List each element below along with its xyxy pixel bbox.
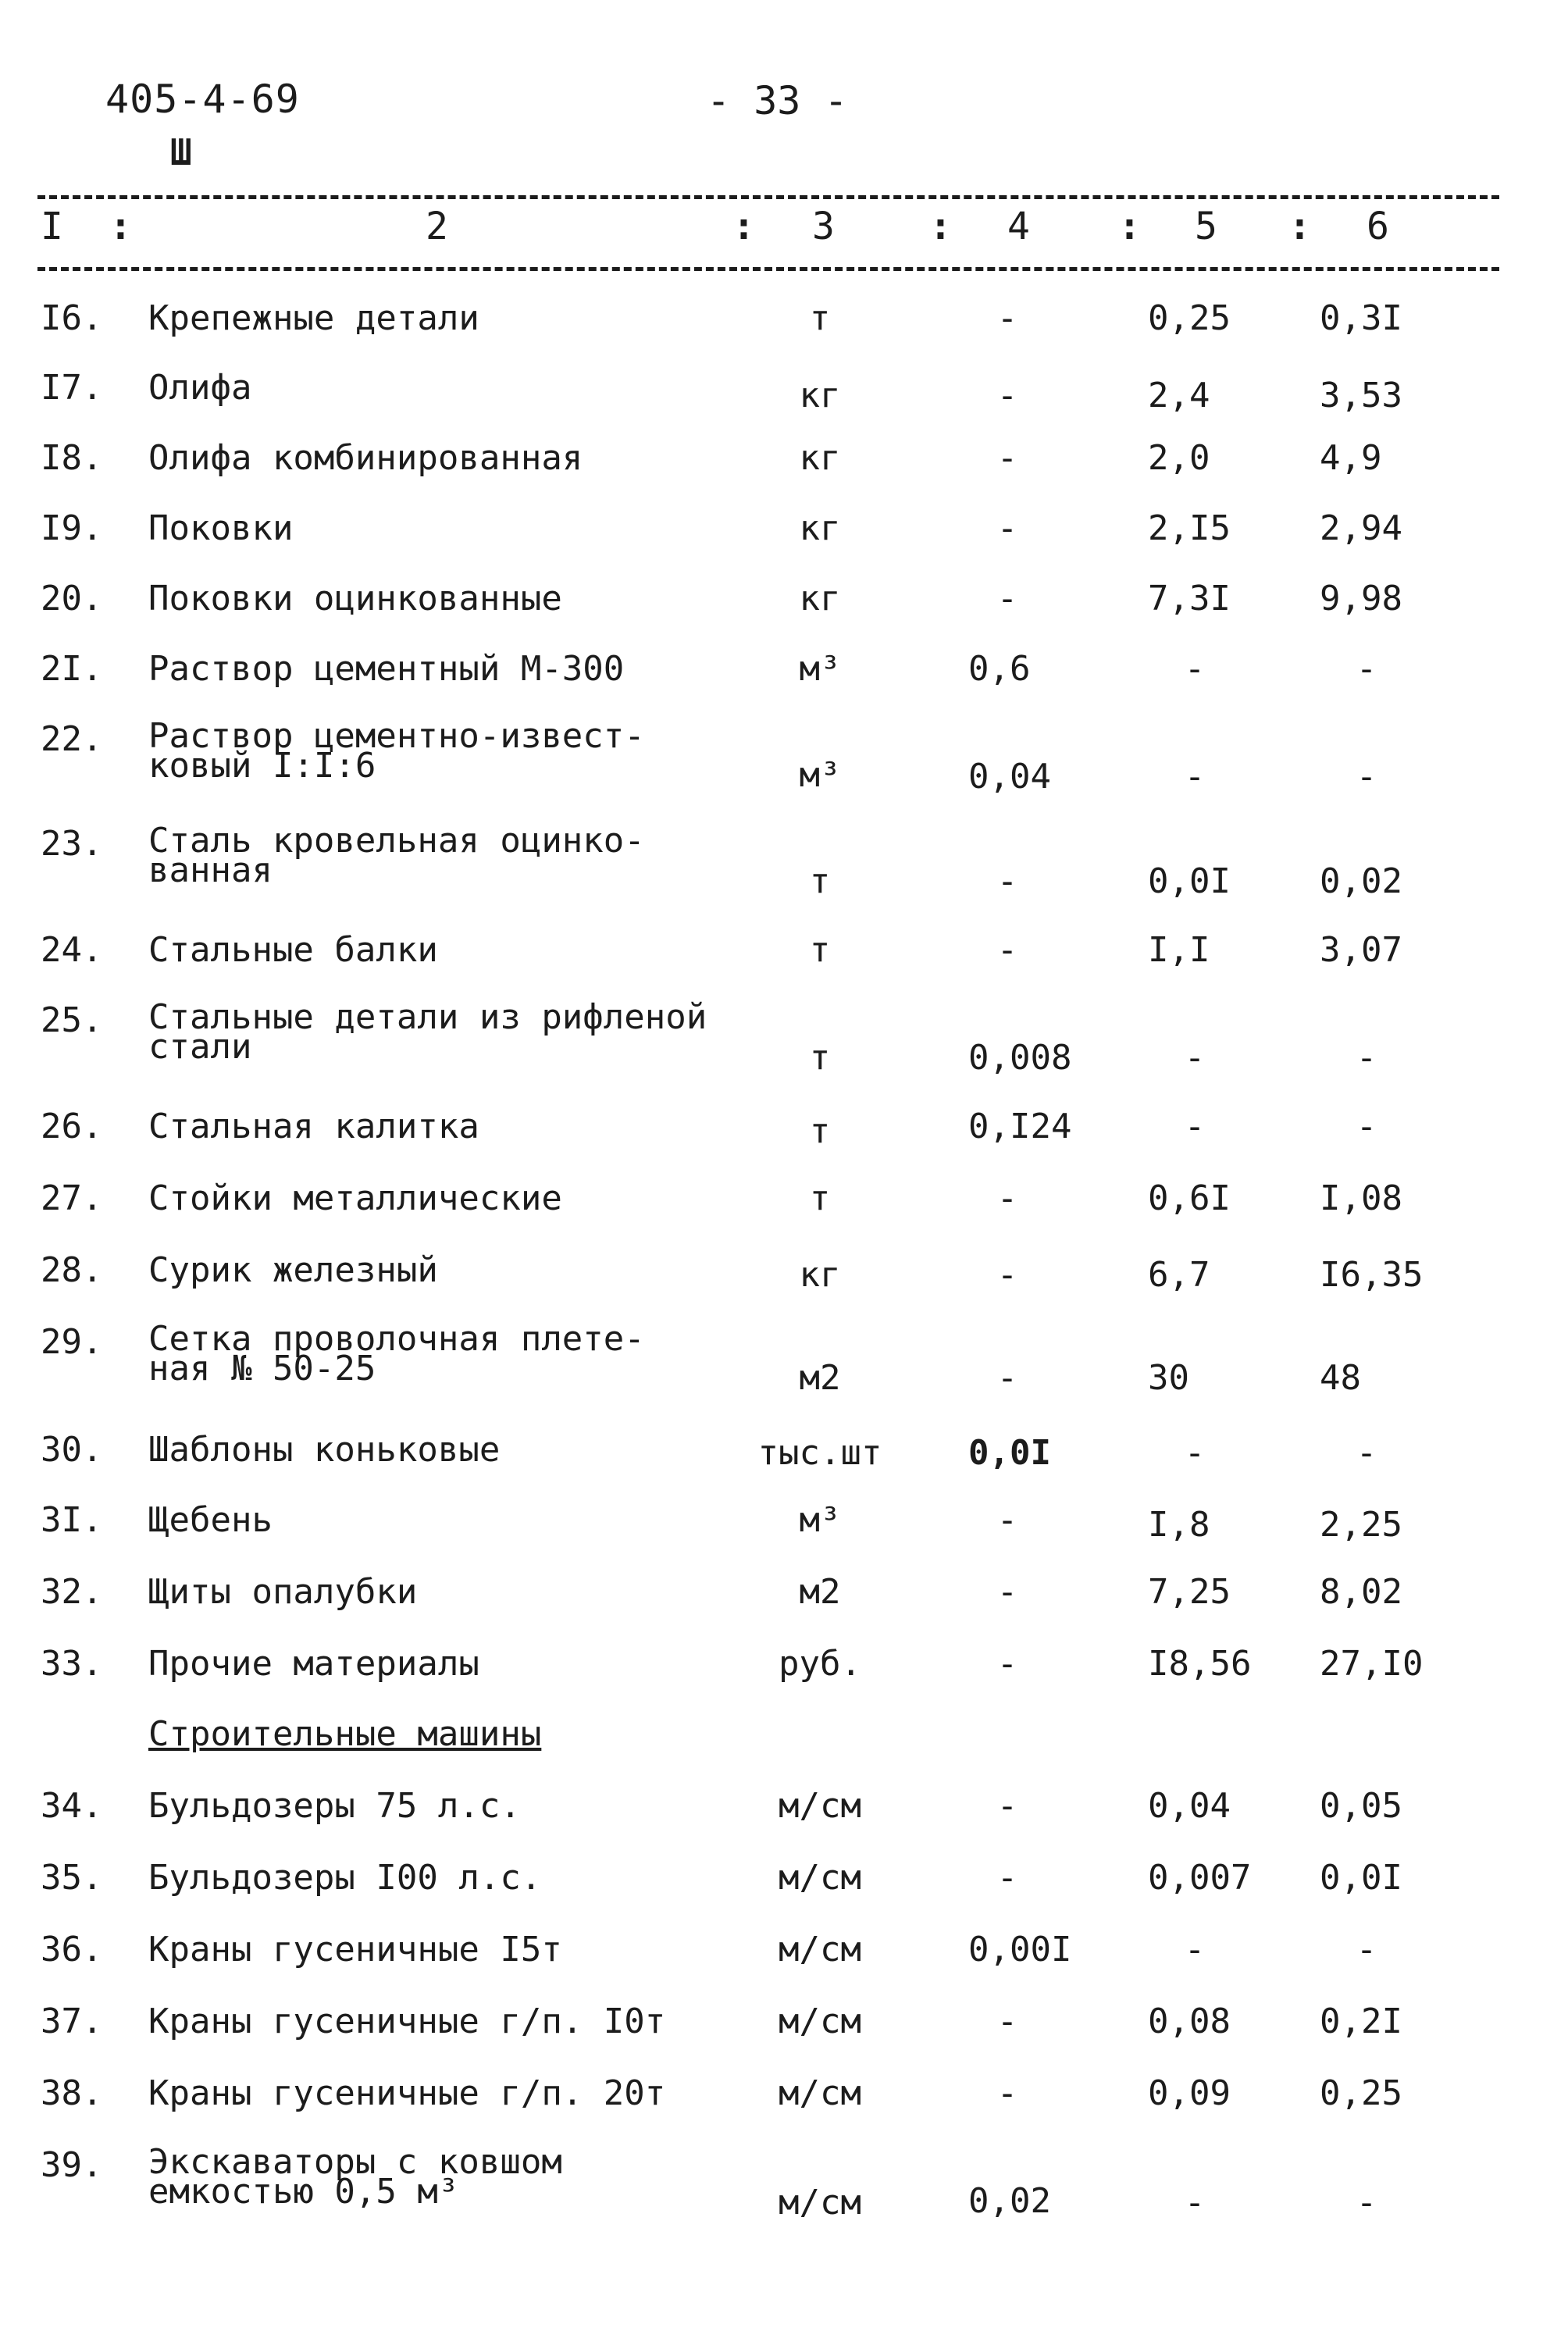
row-name: Шаблоны коньковые: [148, 1430, 501, 1470]
row-col5: -: [1184, 1107, 1206, 1146]
column-header-4: 4: [1007, 205, 1030, 248]
row-col6: 0,2I: [1320, 2002, 1402, 2041]
row-number: 23.: [41, 824, 103, 864]
row-col4: -: [996, 298, 1018, 338]
column-header-row: [0, 205, 1568, 259]
row-col6: 2,25: [1320, 1505, 1402, 1545]
page-number: - 33 -: [707, 78, 848, 123]
row-col4: 0,00I: [968, 1930, 1072, 1969]
row-unit: м³: [799, 1500, 841, 1540]
row-unit: руб.: [779, 1644, 861, 1684]
row-col5: 0,6I: [1148, 1178, 1231, 1218]
row-number: 25.: [41, 1000, 103, 1040]
row-name: Стальные детали из рифленой стали: [148, 997, 707, 1067]
row-name: Краны гусеничные г/п. 20т: [148, 2073, 666, 2113]
row-col4: -: [996, 1786, 1018, 1826]
row-name: Прочие материалы: [148, 1644, 479, 1684]
row-col6: -: [1356, 1930, 1377, 1969]
row-col5: -: [1184, 1038, 1206, 1078]
row-unit: м/см: [779, 1858, 861, 1898]
row-name: Олифа комбинированная: [148, 438, 583, 478]
row-col5: 0,09: [1148, 2073, 1231, 2113]
document-subsection: Ш: [170, 131, 192, 173]
column-header-5: 5: [1195, 205, 1217, 248]
row-name: Олифа: [148, 368, 252, 408]
column-header-3: 3: [812, 205, 835, 248]
row-unit: кг: [799, 508, 841, 548]
row-name: Сурик железный: [148, 1250, 438, 1290]
row-name: Раствор цементный М-300: [148, 649, 625, 689]
row-col4: -: [996, 438, 1018, 478]
row-col5: -: [1184, 1930, 1206, 1969]
row-number: 20.: [41, 579, 103, 618]
row-col5: -: [1184, 1433, 1206, 1473]
row-col5: 2,4: [1148, 376, 1210, 415]
row-col4: 0,008: [968, 1038, 1072, 1078]
row-number: 30.: [41, 1430, 103, 1470]
row-col4: -: [996, 1572, 1018, 1612]
row-number: I6.: [41, 298, 103, 338]
row-col5: -: [1184, 757, 1206, 797]
row-name: Сетка проволочная плете- ная № 50-25: [148, 1319, 645, 1388]
row-col4: 0,0I: [968, 1433, 1051, 1473]
row-col6: 48: [1320, 1358, 1361, 1398]
row-col4: -: [996, 579, 1018, 618]
row-col5: 2,I5: [1148, 508, 1231, 548]
row-col6: -: [1356, 1038, 1377, 1078]
row-unit: кг: [799, 438, 841, 478]
row-col4: 0,I24: [968, 1107, 1072, 1146]
column-header-2: 2: [426, 205, 448, 248]
row-col4: -: [996, 1178, 1018, 1218]
row-number: 3I.: [41, 1500, 103, 1540]
row-col5: 0,25: [1148, 298, 1231, 338]
row-col4: -: [996, 1255, 1018, 1295]
row-col4: -: [996, 1644, 1018, 1684]
row-name: Стальная калитка: [148, 1107, 479, 1146]
row-col6: 27,I0: [1320, 1644, 1424, 1684]
row-name: Поковки: [148, 508, 294, 548]
row-col6: 3,07: [1320, 930, 1402, 970]
row-number: 32.: [41, 1572, 103, 1612]
row-col5: 6,7: [1148, 1255, 1210, 1295]
row-unit: т: [809, 1178, 831, 1218]
row-unit: т: [809, 298, 831, 338]
row-col5: I,I: [1148, 930, 1210, 970]
row-unit: т: [809, 930, 831, 970]
row-unit: м³: [799, 755, 841, 795]
row-unit: м/см: [779, 1786, 861, 1826]
row-col4: -: [996, 1858, 1018, 1898]
row-unit: м2: [799, 1572, 841, 1612]
row-number: 2I.: [41, 649, 103, 689]
row-number: 34.: [41, 1786, 103, 1826]
row-name: Стальные балки: [148, 930, 438, 970]
row-number: 36.: [41, 1930, 103, 1969]
section-title: Строительные машины: [148, 1714, 542, 1754]
row-col6: -: [1356, 649, 1377, 689]
row-col6: 4,9: [1320, 438, 1382, 478]
row-number: 37.: [41, 2002, 103, 2041]
row-col5: 0,04: [1148, 1786, 1231, 1826]
row-col4: -: [996, 930, 1018, 970]
header-dashed-rule: [37, 267, 1499, 271]
column-separator: :: [732, 205, 755, 248]
row-col4: 0,6: [968, 649, 1031, 689]
row-unit: т: [809, 1038, 831, 1078]
row-col5: 30: [1148, 1358, 1189, 1398]
row-name: Щиты опалубки: [148, 1572, 418, 1612]
row-number: I9.: [41, 508, 103, 548]
row-name: Щебень: [148, 1500, 273, 1540]
row-unit: кг: [799, 1255, 841, 1295]
row-number: 29.: [41, 1322, 103, 1362]
row-name: Сталь кровельная оцинко- ванная: [148, 821, 645, 890]
row-col5: -: [1184, 2183, 1206, 2223]
row-unit: т: [809, 1111, 831, 1151]
row-col5: 7,3I: [1148, 579, 1231, 618]
row-col6: 0,05: [1320, 1786, 1402, 1826]
row-col5: 2,0: [1148, 438, 1210, 478]
row-name: Краны гусеничные г/п. I0т: [148, 2002, 666, 2041]
top-dashed-rule: [37, 195, 1499, 199]
column-header-6: 6: [1367, 205, 1389, 248]
row-unit: м2: [799, 1358, 841, 1398]
column-separator: :: [109, 205, 132, 248]
row-col6: 0,25: [1320, 2073, 1402, 2113]
row-unit: м/см: [779, 2183, 861, 2223]
row-col4: -: [996, 2002, 1018, 2041]
row-col4: -: [996, 1358, 1018, 1398]
row-col5: -: [1184, 649, 1206, 689]
row-col6: -: [1356, 1107, 1377, 1146]
row-col6: I,08: [1320, 1178, 1402, 1218]
row-col6: 3,53: [1320, 376, 1402, 415]
row-col4: -: [996, 2073, 1018, 2113]
row-col6: -: [1356, 757, 1377, 797]
row-name: Стойки металлические: [148, 1178, 562, 1218]
row-unit: м/см: [779, 1930, 861, 1969]
row-name: Краны гусеничные I5т: [148, 1930, 562, 1969]
row-number: 38.: [41, 2073, 103, 2113]
row-number: I7.: [41, 368, 103, 408]
row-col5: 0,007: [1148, 1858, 1252, 1898]
row-unit: м³: [799, 649, 841, 689]
row-name: Экскаваторы с ковшом емкостью 0,5 м³: [148, 2142, 562, 2212]
row-name: Крепежные детали: [148, 298, 479, 338]
row-col6: 2,94: [1320, 508, 1402, 548]
row-col5: 7,25: [1148, 1572, 1231, 1612]
row-col5: 0,08: [1148, 2002, 1231, 2041]
column-header-1: I: [41, 205, 63, 248]
row-col4: -: [996, 376, 1018, 415]
row-name: Бульдозеры I00 л.с.: [148, 1858, 542, 1898]
row-unit: м/см: [779, 2073, 861, 2113]
row-col6: 8,02: [1320, 1572, 1402, 1612]
row-unit: м/см: [779, 2002, 861, 2041]
row-unit: тыс.шт: [757, 1433, 882, 1473]
row-number: 39.: [41, 2145, 103, 2185]
row-number: 35.: [41, 1858, 103, 1898]
row-col5: I,8: [1148, 1505, 1210, 1545]
row-name: Поковки оцинкованные: [148, 579, 562, 618]
row-col5: I8,56: [1148, 1644, 1252, 1684]
document-code: 405-4-69: [105, 77, 300, 122]
row-unit: кг: [799, 376, 841, 415]
row-col4: -: [996, 861, 1018, 901]
row-col5: 0,0I: [1148, 861, 1231, 901]
row-number: 27.: [41, 1178, 103, 1218]
row-col6: 0,3I: [1320, 298, 1402, 338]
row-name: Раствор цементно-извест- ковый I:I:6: [148, 716, 645, 786]
row-number: 33.: [41, 1644, 103, 1684]
row-col6: 9,98: [1320, 579, 1402, 618]
row-col6: 0,02: [1320, 861, 1402, 901]
row-unit: т: [809, 861, 831, 901]
row-number: 26.: [41, 1107, 103, 1146]
row-col4: 0,02: [968, 2181, 1051, 2221]
row-col4: -: [996, 1500, 1018, 1540]
row-name: Бульдозеры 75 л.с.: [148, 1786, 521, 1826]
column-separator: :: [1118, 205, 1141, 248]
column-separator: :: [929, 205, 952, 248]
row-number: 22.: [41, 719, 103, 759]
row-col6: -: [1356, 1433, 1377, 1473]
row-col4: 0,04: [968, 757, 1051, 797]
row-col6: I6,35: [1320, 1255, 1424, 1295]
row-number: 24.: [41, 930, 103, 970]
row-col4: -: [996, 508, 1018, 548]
row-number: I8.: [41, 438, 103, 478]
row-col6: -: [1356, 2183, 1377, 2223]
row-unit: кг: [799, 579, 841, 618]
row-col6: 0,0I: [1320, 1858, 1402, 1898]
row-number: 28.: [41, 1250, 103, 1290]
column-separator: :: [1288, 205, 1311, 248]
